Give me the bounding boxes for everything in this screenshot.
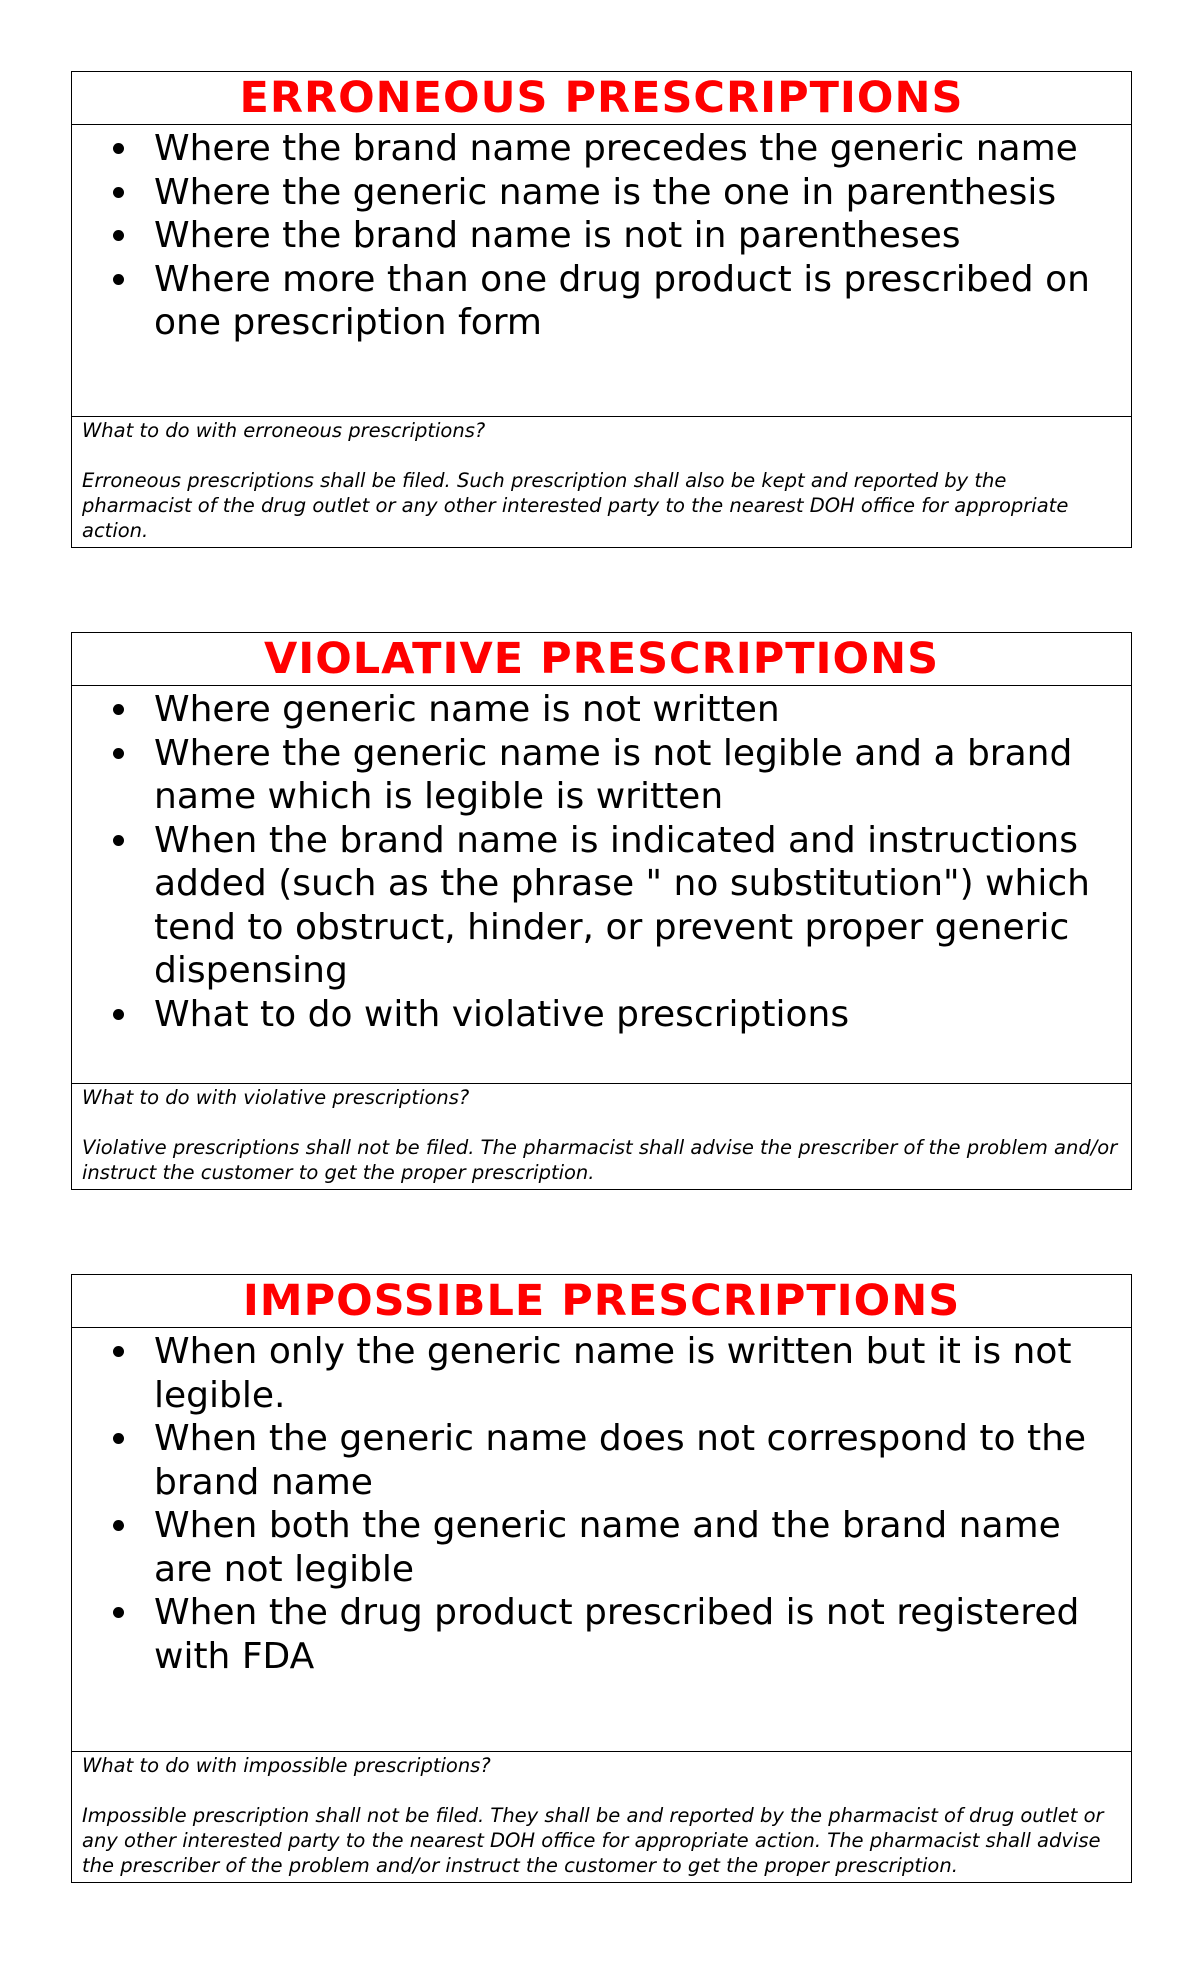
list-item: Where generic name is not written [154,688,1131,732]
impossible-answer: Impossible prescription shall not be filed. They shall be and reported by the pharmacist of drug outlet or any other interested party to the nearest DOH office for appropriate action. The pharmacist shall advise the prescriber of the problem and/or instruct the customer to get the proper prescription. [82,1804,1104,1877]
violative-title: VIOLATIVE PRESCRIPTIONS [72,633,1131,686]
list-item: When both the generic name and the brand name are not legible [154,1504,1131,1591]
list-item: When the generic name does not correspond to the brand name [154,1417,1131,1504]
impossible-criteria-list [72,1330,1131,1678]
violative-answer: Violative prescriptions shall not be filed. The pharmacist shall advise the prescriber of the problem and/or instruct the customer to get the proper prescription. [82,1136,1118,1184]
violative-criteria-list [72,688,1131,1036]
list-item: Where the generic name is not legible and a brand name which is legible is written [154,732,1131,819]
erroneous-action-note [72,417,1131,547]
erroneous-question: What to do with erroneous prescriptions? [82,419,486,442]
list-item: Where more than one drug product is prescribed on one prescription form [154,258,1131,345]
erroneous-title: ERRONEOUS PRESCRIPTIONS [72,72,1131,125]
impossible-question: What to do with impossible prescriptions? [82,1754,491,1777]
erroneous-criteria-list [72,127,1131,345]
violative-action-note [72,1084,1131,1189]
list-item: When only the generic name is written but it is not legible. [154,1330,1131,1417]
impossible-title: IMPOSSIBLE PRESCRIPTIONS [72,1275,1131,1328]
impossible-criteria [72,1328,1131,1752]
list-item: When the drug product prescribed is not registered with FDA [154,1591,1131,1678]
violative-question: What to do with violative prescriptions? [82,1086,470,1109]
list-item: Where the brand name is not in parentheses [154,214,1131,258]
list-item: When the brand name is indicated and instructions added (such as the phrase " no substitution") which tend to obstruct, hinder, or prevent proper generic dispensing [154,819,1131,993]
impossible-action-note [72,1752,1131,1882]
erroneous-criteria [72,125,1131,417]
erroneous-prescriptions-card [71,71,1132,548]
list-item: What to do with violative prescriptions [154,993,1131,1037]
violative-prescriptions-card [71,632,1132,1190]
erroneous-answer: Erroneous prescriptions shall be filed. Such prescription shall also be kept and reported by the pharmacist of the drug outlet or any other interested party to the nearest DOH office for appropriate action. [82,469,1069,542]
impossible-prescriptions-card [71,1274,1132,1883]
list-item: Where the brand name precedes the generic name [154,127,1131,171]
list-item: Where the generic name is the one in parenthesis [154,171,1131,215]
violative-criteria [72,686,1131,1084]
